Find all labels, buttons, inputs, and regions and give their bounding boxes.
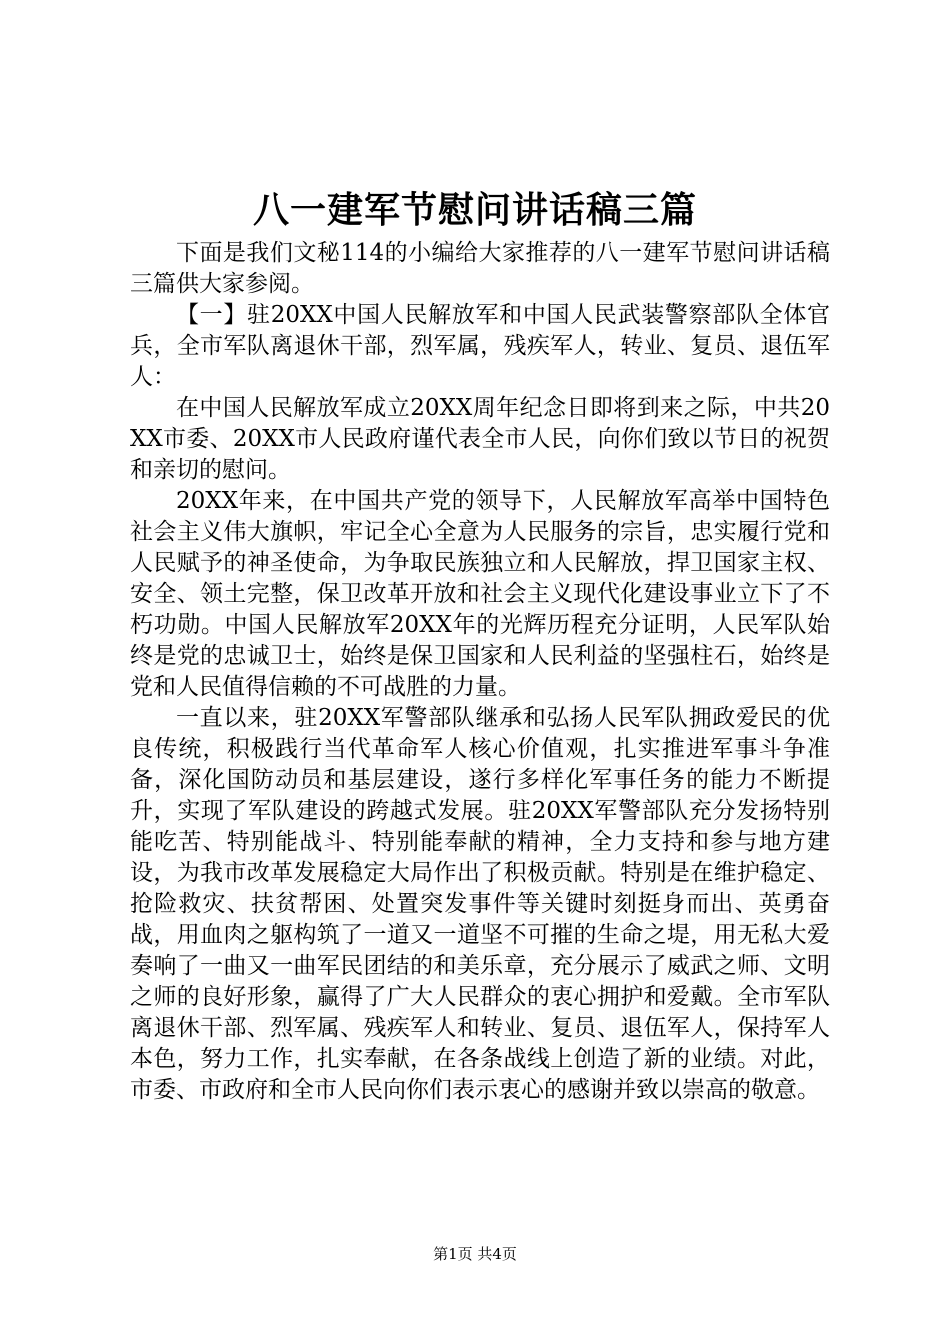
paragraph-salutation: 【一】驻20XX中国人民解放军和中国人民武装警察部队全体官兵，全市军队离退休干部，烈军属，残疾军人，转业、复员、退伍军人： <box>130 302 830 390</box>
paragraph-history: 20XX年来，在中国共产党的领导下，人民解放军高举中国特色社会主义伟大旗帜，牢记全心全意为人民服务的宗旨，忠实履行党和人民赋予的神圣使命，为争取民族独立和人民解放，捍卫国家主权、安全、领土完整，保卫改革开放和社会主义现代化建设事业立下了不朽功勋。中国人民解放军20XX年的光辉历程充分证明，人民军队始终是党的忠诚卫士，始终是保卫国家和人民利益的坚强柱石，始终是党和人民值得信赖的不可战胜的力量。 <box>130 488 830 700</box>
page-number-footer: 第1页 共4页 <box>433 1245 517 1263</box>
paragraph-greeting: 在中国人民解放军成立20XX周年纪念日即将到来之际，中共20XX市委、20XX市人民政府谨代表全市人民，向你们致以节日的祝贺和亲切的慰问。 <box>130 395 830 483</box>
paragraph-intro: 下面是我们文秘114的小编给大家推荐的八一建军节慰问讲话稿三篇供大家参阅。 <box>130 240 830 297</box>
paragraph-achievements: 一直以来，驻20XX军警部队继承和弘扬人民军队拥政爱民的优良传统，积极践行当代革命军人核心价值观，扎实推进军事斗争准备，深化国防动员和基层建设，遂行多样化军事任务的能力不断提升，实现了军队建设的跨越式发展。驻20XX军警部队充分发扬特别能吃苦、特别能战斗、特别能奉献的精神，全力支持和参与地方建设，为我市改革发展稳定大局作出了积极贡献。特别是在维护稳定、抢险救灾、扶贫帮困、处置突发事件等关键时刻挺身而出、英勇奋战，用血肉之躯构筑了一道又一道坚不可摧的生命之堤，用无私大爱奏响了一曲又一曲军民团结的和美乐章，充分展示了威武之师、文明之师的良好形象，赢得了广大人民群众的衷心拥护和爱戴。全市军队离退休干部、烈军属、残疾军人和转业、复员、退伍军人，保持军人本色，努力工作，扎实奉献，在各条战线上创造了新的业绩。对此，市委、市政府和全市人民向你们表示衷心的感谢并致以崇高的敬意。 <box>130 705 830 1103</box>
document-body <box>130 238 830 1106</box>
document-title: 八一建军节慰问讲话稿三篇 <box>252 189 697 231</box>
